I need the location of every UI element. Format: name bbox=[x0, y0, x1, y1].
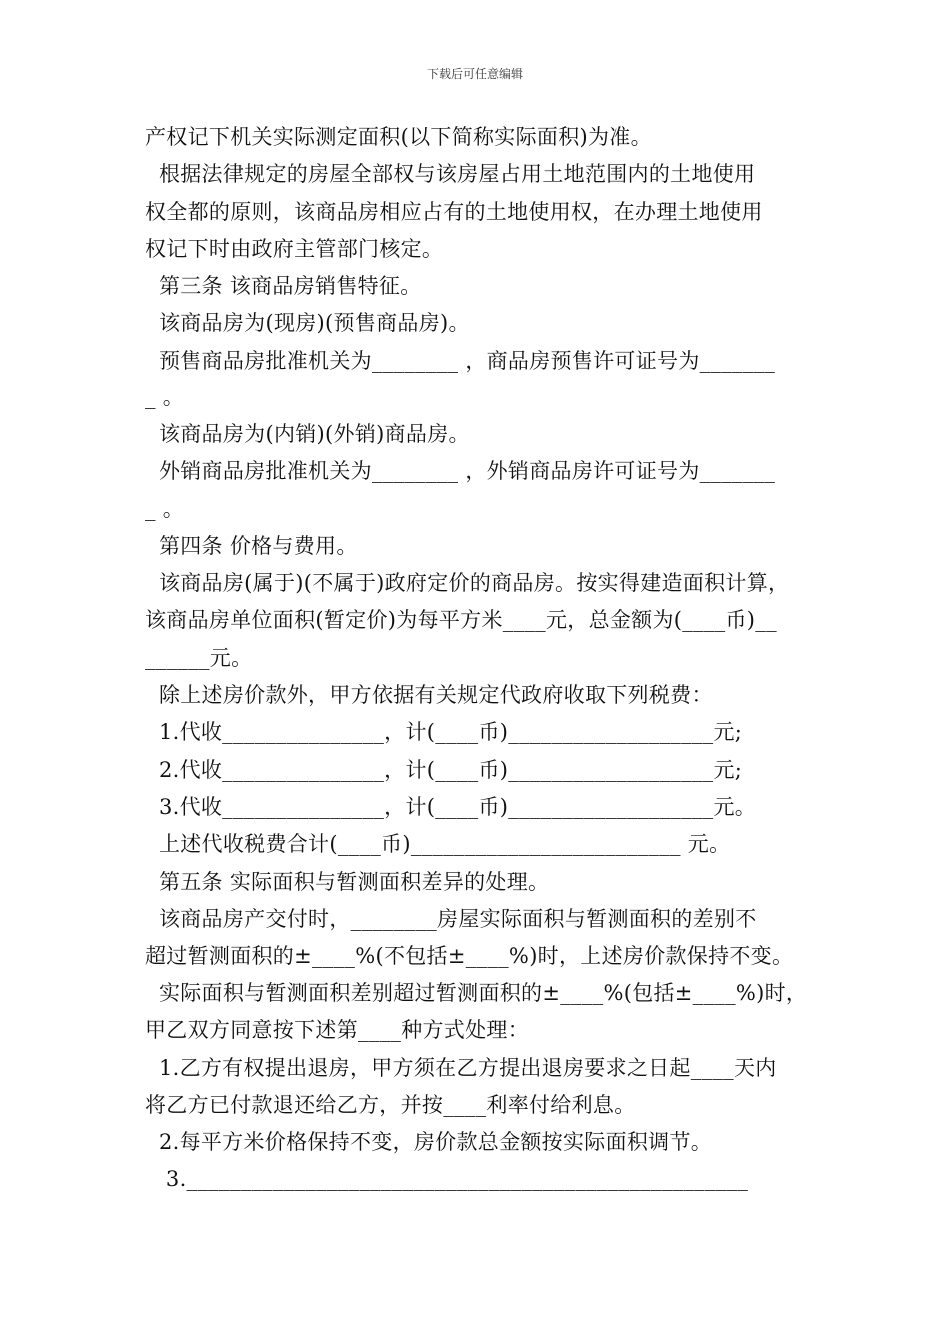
text-line: 该商品房(属于)(不属于)政府定价的商品房。按实得建造面积计算， bbox=[145, 571, 790, 595]
text-line: 根据法律规定的房屋全部权与该房屋占用土地范围内的土地使用 bbox=[145, 162, 756, 186]
text-line: 2.每平方米价格保持不变，房价款总金额按实际面积调节。 bbox=[145, 1130, 713, 1154]
text-line: 3.代收_______________，计(____币)___________________元。 bbox=[145, 795, 757, 819]
text-line: 预售商品房批准机关为________ ，商品房预售许可证号为_______ bbox=[145, 349, 776, 373]
text-line: _ 。 bbox=[145, 497, 185, 521]
text-line: 外销商品房批准机关为________ ，外销商品房许可证号为_______ bbox=[145, 459, 776, 483]
text-line: 该商品房产交付时，________房屋实际面积与暂测面积的差别不 bbox=[145, 907, 757, 931]
text-line: 将乙方已付款退还给乙方，并按____利率付给利息。 bbox=[145, 1093, 636, 1117]
text-line: 该商品房为(内销)(外销)商品房。 bbox=[145, 422, 470, 446]
text-line: 该商品房单位面积(暂定价)为每平方米____元，总金额为(____币)__ bbox=[145, 608, 777, 632]
text-line: 第五条 实际面积与暂测面积差异的处理。 bbox=[145, 870, 550, 894]
text-line: _ 。 bbox=[145, 385, 185, 409]
text-line: 上述代收税费合计(____币)_________________________ 元。 bbox=[145, 832, 731, 856]
text-line: 3.____________________________________________________ bbox=[145, 1167, 749, 1191]
text-line: 超过暂测面积的±____%(不包括±____%)时，上述房价款保持不变。 bbox=[145, 944, 794, 968]
text-line: 第四条 价格与费用。 bbox=[145, 534, 358, 558]
text-line: 甲乙双方同意按下述第____种方式处理： bbox=[145, 1018, 529, 1042]
text-line: 第三条 该商品房销售特征。 bbox=[145, 274, 422, 298]
text-line: 产权记下机关实际测定面积(以下简称实际面积)为准。 bbox=[145, 125, 652, 149]
text-line: 2.代收_______________，计(____币)___________________元; bbox=[145, 758, 743, 782]
text-line: 除上述房价款外，甲方依据有关规定代政府收取下列税费： bbox=[145, 683, 713, 707]
text-line: ______元。 bbox=[145, 646, 253, 670]
text-line: 实际面积与暂测面积差别超过暂测面积的±____%(包括±____%)时， bbox=[145, 981, 808, 1005]
text-line: 该商品房为(现房)(预售商品房)。 bbox=[145, 311, 470, 335]
text-line: 权全都的原则，该商品房相应占有的土地使用权，在办理土地使用 bbox=[145, 200, 763, 224]
text-line: 1.乙方有权提出退房，甲方须在乙方提出退房要求之日起____天内 bbox=[145, 1056, 777, 1080]
text-line: 权记下时由政府主管部门核定。 bbox=[145, 237, 444, 261]
page-header: 下载后可任意编辑 bbox=[426, 67, 523, 81]
text-line: 1.代收_______________，计(____币)___________________元; bbox=[145, 720, 743, 744]
